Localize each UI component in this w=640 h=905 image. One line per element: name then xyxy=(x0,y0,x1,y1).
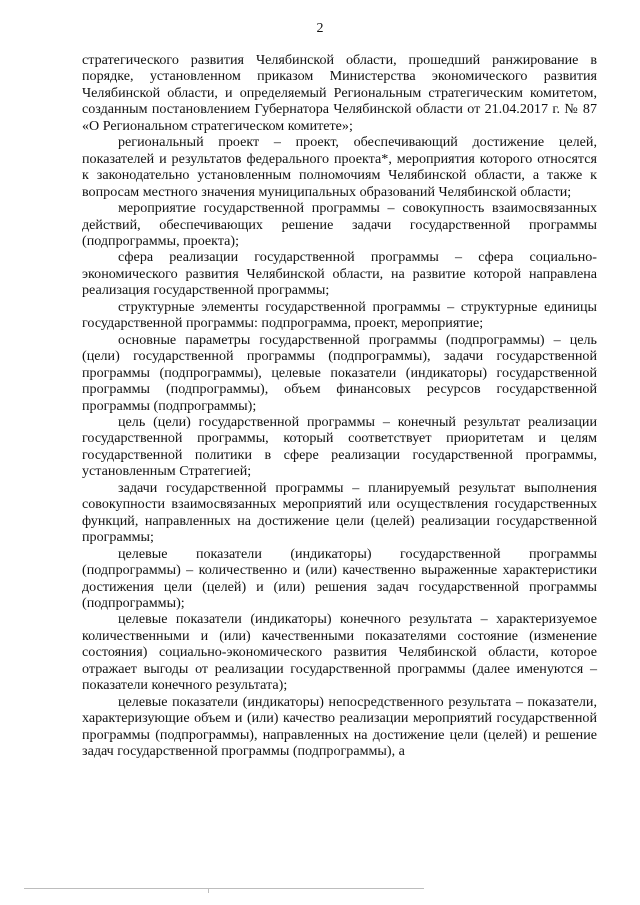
paragraph-regional-project: региональный проект – проект, обеспечивающий достижение целей, показателей и результатов федерального проекта*, мероприятия которого относятся к законодательно установленным полномочиям Челябинской области, а также к вопросам местного значения муниципальных образований Челябинской области; xyxy=(82,134,597,200)
paragraph-program-tasks: задачи государственной программы – планируемый результат выполнения совокупности взаимосвязанных мероприятий или осуществления государственных функций, направленных на достижение цели (целей) реализации государственной программы; xyxy=(82,479,597,546)
paragraph-structural-elements: структурные элементы государственной программы – структурные единицы государственной программы: подпрограмма, проект, мероприятие; xyxy=(82,298,597,332)
document-body xyxy=(82,52,597,759)
paragraph-program-sphere: сфера реализации государственной программы – сфера социально-экономического развития Челябинской области, на развитие которой направлена реализация государственной программы; xyxy=(82,249,597,299)
paragraph-strategic-development-continuation: стратегического развития Челябинской области, прошедший ранжирование в порядке, установленном приказом Министерства экономического развития Челябинской области, и определяемый Региональным стратегическим комитетом, созданным постановлением Губернатора Челябинской области от 21.04.2017 г. № 87 «О Региональном стратегическом комитете»; xyxy=(82,52,597,134)
paragraph-direct-result-indicators: целевые показатели (индикаторы) непосредственного результата – показатели, характеризующие объем и (или) качество реализации мероприятий государственной программы (подпрограммы), направленных на достижение цели (целей) и решение задач государственной программы (подпрограммы), а xyxy=(82,693,597,760)
paragraph-program-activity: мероприятие государственной программы – совокупность взаимосвязанных действий, обеспечивающих решение задачи государственной программы (подпрограммы, проекта); xyxy=(82,200,597,249)
paragraph-final-result-indicators: целевые показатели (индикаторы) конечного результата – характеризуемое количественными и (или) качественными показателями состояние (изменение состояния) социально-экономического развития Челябинской области, которое отражает выгоды от реализации государственной программы (далее именуются – показатели конечного результата); xyxy=(82,611,597,694)
bottom-scan-line xyxy=(24,888,424,889)
bottom-scan-tick xyxy=(208,889,209,893)
page-number: 2 xyxy=(316,21,324,36)
paragraph-main-parameters: основные параметры государственной программы (подпрограммы) – цель (цели) государственной программы (подпрограммы), задачи государственной программы (подпрограммы), целевые показатели (индикаторы) государственной программы (подпрограммы), объем финансовых ресурсов государственной программы (подпрограммы); xyxy=(82,331,597,414)
paragraph-program-goal: цель (цели) государственной программы – конечный результат реализации государственной программы, который соответствует приоритетам и целям государственной политики в сфере реализации государственной программы, установленным Стратегией; xyxy=(82,413,597,480)
paragraph-target-indicators: целевые показатели (индикаторы) государственной программы (подпрограммы) – количественно и (или) качественно выраженные характеристики достижения цели (целей) и (или) решения задач государственной программы (подпрограммы); xyxy=(82,545,597,611)
